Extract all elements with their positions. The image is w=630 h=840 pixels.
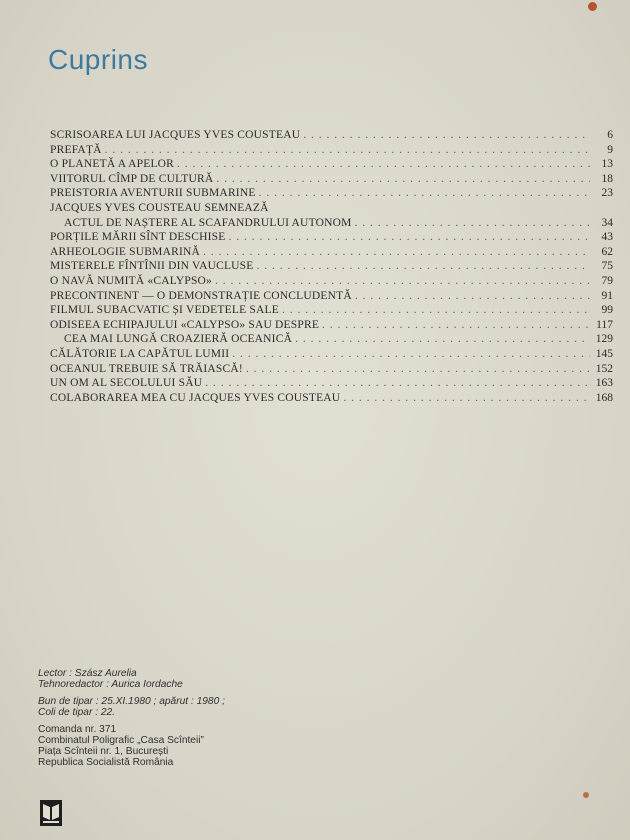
printer-address-line: Piața Scînteii nr. 1, București (38, 746, 169, 757)
toc-entry-page: 34 (601, 216, 613, 229)
toc-entry (50, 376, 613, 391)
toc-entry-title: OCEANUL TREBUIE SĂ TRĂIASCĂ! (50, 362, 243, 375)
toc-leader-dots (295, 332, 590, 347)
toc-entry-title: ARHEOLOGIE SUBMARINĂ (50, 245, 200, 258)
toc-entry-title: CĂLĂTORIE LA CAPĂTUL LUMII (50, 347, 230, 360)
colophon (38, 668, 358, 768)
toc-leader-dots (355, 289, 590, 304)
toc-entry-page: 152 (595, 362, 613, 375)
toc-entry (50, 289, 613, 304)
toc-entry-title: FILMUL SUBACVATIC ȘI VEDETELE SALE (50, 304, 279, 317)
toc-entry (50, 216, 613, 231)
toc-entry (50, 274, 613, 289)
toc-entry-page: 145 (595, 347, 613, 360)
toc-leader-dots (257, 259, 590, 274)
stain-mark (583, 792, 589, 798)
print-date-line: Bun de tipar : 25.XI.1980 ; apărut : 1980 ; (38, 696, 225, 707)
toc-leader-dots (205, 376, 590, 391)
toc-entry (50, 245, 613, 260)
toc-entry-title: ODISEEA ECHIPAJULUI «CALYPSO» SAU DESPRE (50, 318, 320, 331)
toc-entry-title: JACQUES YVES COUSTEAU SEMNEAZĂ (50, 201, 269, 214)
toc-entry-title: CEA MAI LUNGĂ CROAZIERĂ OCEANICĂ (64, 333, 293, 346)
lector-line: Lector : Szász Aurelia (38, 668, 137, 679)
toc-leader-dots (105, 143, 590, 158)
toc-entry (50, 347, 613, 362)
stain-mark (588, 2, 597, 11)
toc-entry-page: 163 (595, 377, 613, 390)
toc-entry (50, 318, 613, 333)
toc-entry-page: 6 (607, 129, 613, 141)
toc-leader-dots (232, 347, 590, 362)
toc-entry-page: 13 (601, 158, 613, 171)
toc-entry (50, 362, 613, 377)
printer-name-line: Combinatul Poligrafic „Casa Scînteii” (38, 735, 204, 746)
toc-entry-page: 168 (595, 391, 613, 404)
toc-entry (50, 391, 613, 406)
toc-leader-dots (322, 318, 590, 333)
toc-entry-title: SCRISOAREA LUI JACQUES YVES COUSTEAU (50, 129, 301, 141)
toc-entry-page: 79 (601, 274, 613, 287)
order-number-line: Comanda nr. 371 (38, 724, 117, 735)
toc-entry-page: 75 (601, 260, 613, 273)
toc-entry-title: UN OM AL SECOLULUI SĂU (50, 377, 203, 390)
page-title: Cuprins (48, 44, 148, 75)
toc-entry (50, 128, 613, 143)
toc-entry (50, 157, 613, 172)
toc-leader-dots (216, 172, 590, 187)
toc-leader-dots (203, 245, 590, 260)
tehnoredactor-line: Tehnoredactor : Aurica Iordache (38, 679, 183, 690)
toc-leader-dots (259, 186, 590, 201)
toc-entry (50, 172, 613, 187)
publisher-logo-icon (40, 800, 62, 826)
toc-entry-title: MISTERELE FÎNTÎNII DIN VAUCLUSE (50, 260, 254, 273)
toc-entry-page: 129 (595, 333, 613, 346)
toc-entry-title: COLABORAREA MEA CU JACQUES YVES COUSTEAU (50, 391, 341, 404)
toc-entry (50, 259, 613, 274)
toc-leader-dots (246, 362, 590, 377)
toc-entry-title: PORȚILE MĂRII SÎNT DESCHISE (50, 231, 226, 244)
toc-entry-page: 23 (601, 187, 613, 200)
toc-leader-dots (282, 303, 590, 318)
toc-entry-page: 9 (607, 143, 613, 156)
toc-entry-title: O NAVĂ NUMITĂ «CALYPSO» (50, 274, 213, 287)
toc-entry-page: 43 (601, 231, 613, 244)
toc-entry-title: PRECONTINENT — O DEMONSTRAȚIE CONCLUDENTĂ (50, 289, 352, 302)
toc-entry (50, 143, 613, 158)
toc-entry-title: ACTUL DE NAȘTERE AL SCAFANDRULUI AUTONOM (64, 216, 352, 229)
toc-entry (50, 201, 613, 216)
toc-entry-page: 18 (601, 172, 613, 185)
toc-leader-dots (177, 157, 590, 172)
toc-entry-title: O PLANETĂ A APELOR (50, 158, 175, 171)
toc-leader-dots (215, 274, 590, 289)
toc-entry-title: PREFAȚĂ (50, 143, 102, 156)
toc-entry-page: 62 (601, 245, 613, 258)
toc-entry (50, 230, 613, 245)
toc-entry-page: 91 (601, 289, 613, 302)
toc-entry-page: 99 (601, 304, 613, 317)
toc-leader-dots (355, 216, 590, 231)
toc-entry (50, 303, 613, 318)
toc-leader-dots (343, 391, 590, 406)
toc-leader-dots (303, 128, 590, 143)
toc-entry-title: PREISTORIA AVENTURII SUBMARINE (50, 187, 256, 200)
toc-leader-dots (228, 230, 590, 245)
toc-entry (50, 186, 613, 201)
table-of-contents (50, 128, 613, 405)
country-line: Republica Socialistă România (38, 757, 174, 768)
toc-entry-title: VIITORUL CÎMP DE CULTURĂ (50, 172, 214, 185)
print-sheets-line: Coli de tipar : 22. (38, 707, 116, 718)
toc-entry (50, 332, 613, 347)
toc-entry-page: 117 (596, 318, 613, 331)
